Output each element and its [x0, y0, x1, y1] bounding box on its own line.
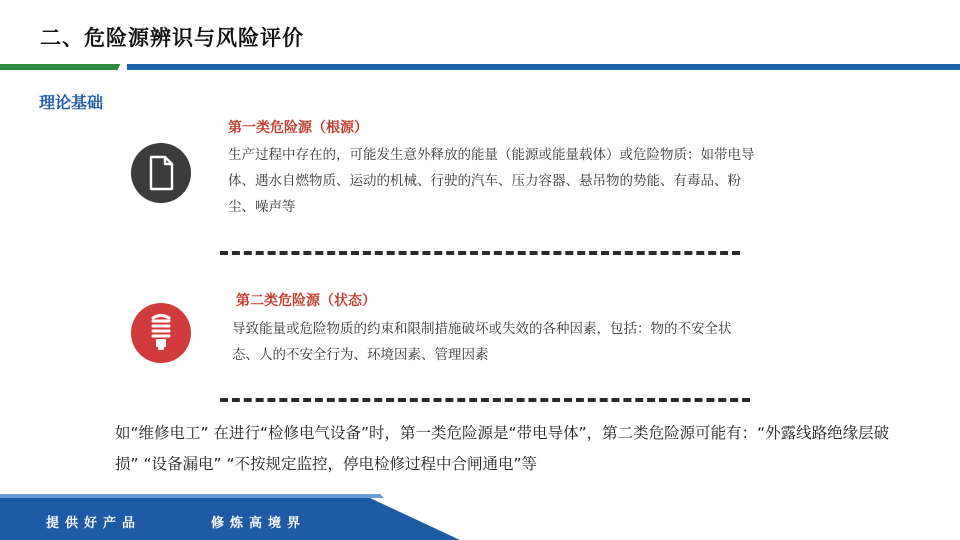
section2-heading: 第二类危险源（状态）	[236, 293, 376, 309]
section2-text: 导致能量或危险物质的约束和限制措施破坏或失效的各种因素，包括：物的不安全状态、人的不安全行为、环境因素、管理因素	[232, 321, 732, 363]
document-icon	[131, 143, 191, 203]
divider-dashed-2	[220, 398, 750, 402]
footer-band	[0, 494, 960, 540]
section1-heading: 第一类危险源（根源）	[228, 120, 368, 136]
title-underline-blue	[127, 64, 960, 70]
slide-title: 二、危险源辨识与风险评价	[40, 26, 304, 50]
light-bulb-icon	[131, 303, 191, 363]
section1-text: 生产过程中存在的，可能发生意外释放的能量（能源或能量载体）或危险物质：如带电导体、遇水自燃物质、运动的机械、行驶的汽车、压力容器、悬吊物的势能、有毒品、粉尘、噪声等	[228, 147, 755, 215]
section-subtitle: 理论基础	[39, 93, 104, 112]
example-paragraph: 如“维修电工” 在进行“检修电气设备”时，第一类危险源是“带电导体”，第二类危险源可能有：“外露线路绝缘层破损” “设备漏电” “不按规定监控，停电检修过程中合闸通电”等	[115, 424, 890, 473]
footer-slogan-right: 修炼高境界	[211, 516, 307, 531]
divider-dashed-1	[220, 251, 740, 255]
title-underline-green	[0, 64, 122, 70]
footer-slogan-left: 提供好产品	[46, 516, 142, 531]
